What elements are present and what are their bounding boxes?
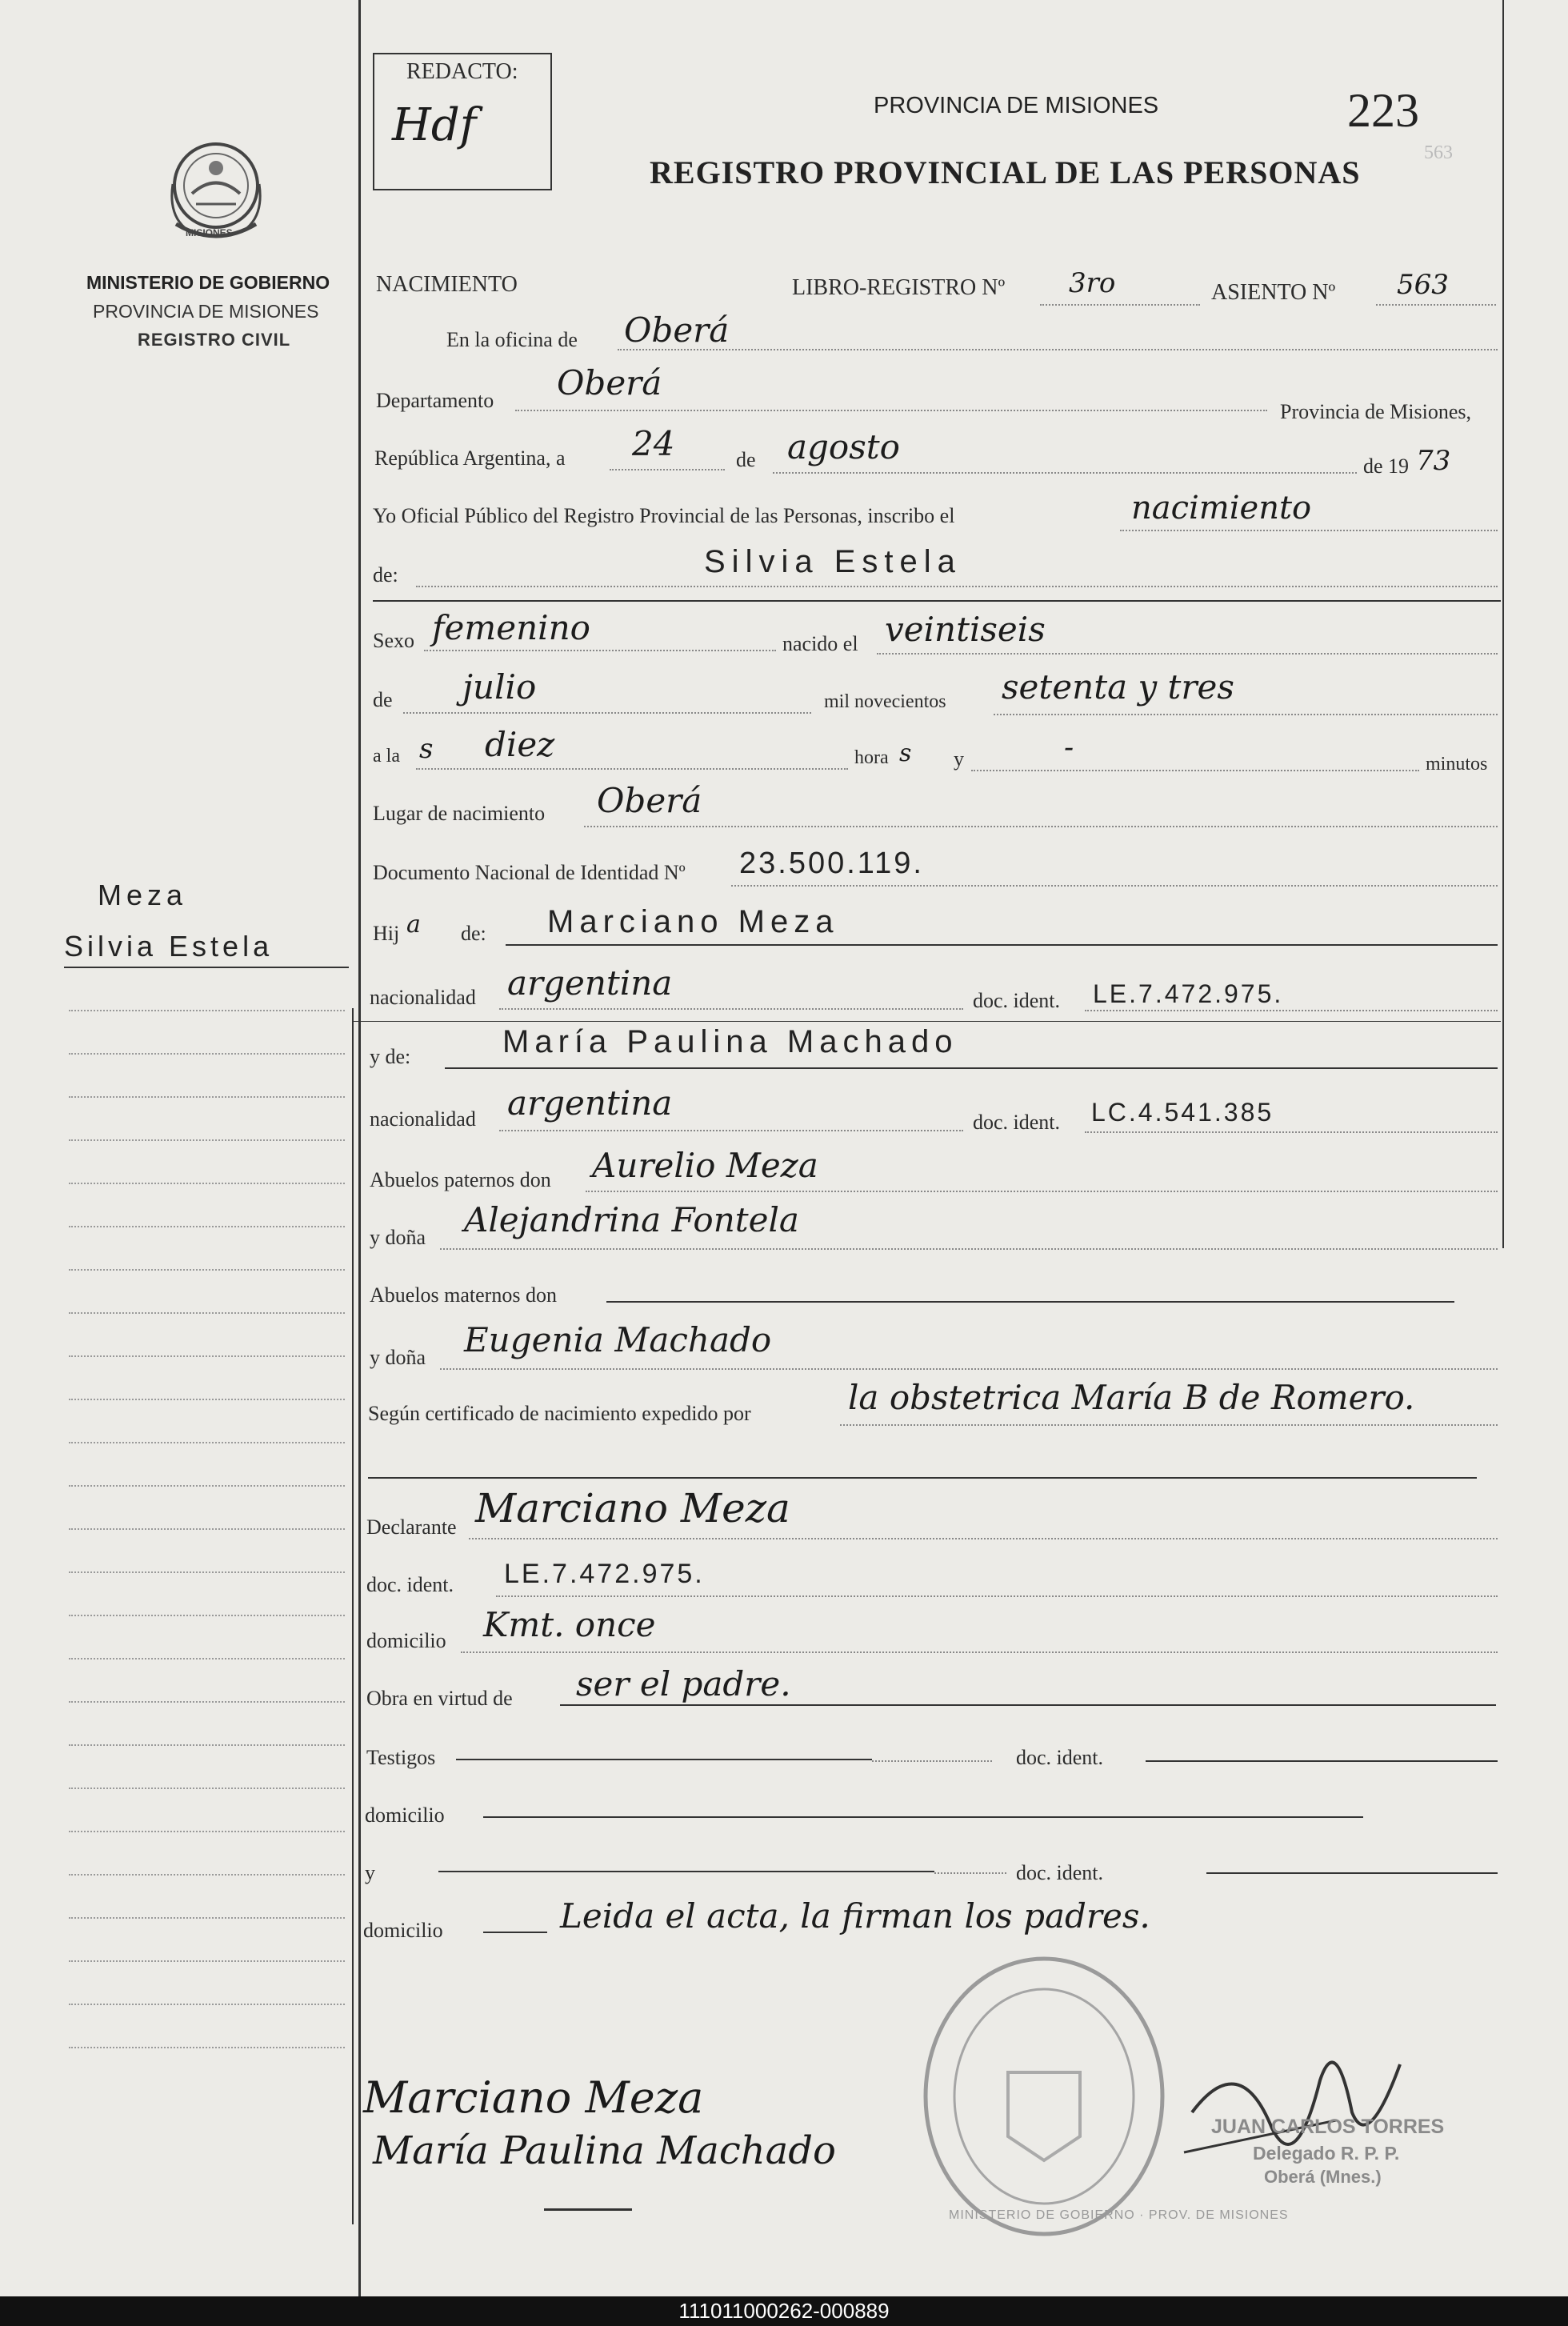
signature-mother: María Paulina Machado bbox=[373, 2128, 836, 2173]
father-nat-label: nacionalidad bbox=[370, 986, 476, 1009]
at-label: a la bbox=[373, 746, 400, 767]
born-month-de-label: de bbox=[373, 688, 393, 711]
month-value: agosto bbox=[787, 427, 900, 466]
province-suffix: Provincia de Misiones, bbox=[1280, 400, 1472, 423]
year-label: de 19 bbox=[1363, 454, 1410, 478]
born-day-value: veintiseis bbox=[885, 610, 1046, 649]
department-value: Oberá bbox=[557, 363, 662, 402]
declarant-domicile-value: Kmt. once bbox=[483, 1605, 656, 1644]
born-label: nacido el bbox=[782, 632, 858, 655]
witness1-doc-label: doc. ident. bbox=[1016, 1746, 1104, 1769]
dni-value: 23.500.119. bbox=[739, 847, 924, 880]
margin-surname: Meza bbox=[98, 879, 188, 911]
father-doc-label: doc. ident. bbox=[973, 989, 1061, 1012]
page-number-faint: 563 bbox=[1424, 142, 1453, 163]
minutes-label: minutos bbox=[1426, 754, 1488, 775]
stamp-role: Delegado R. P. P. bbox=[1253, 2143, 1400, 2164]
declarant-doc-value: LE.7.472.975. bbox=[504, 1559, 705, 1589]
mother-value: María Paulina Machado bbox=[502, 1024, 958, 1059]
redacto-box bbox=[373, 53, 552, 190]
name-de-label: de: bbox=[373, 563, 398, 587]
year-value: 73 bbox=[1416, 445, 1451, 477]
pat-grandfather-label: Abuelos paternos don bbox=[370, 1168, 551, 1191]
declarant-label: Declarante bbox=[366, 1515, 457, 1539]
sex-label: Sexo bbox=[373, 629, 414, 652]
seat-value: 563 bbox=[1397, 269, 1449, 301]
body-margin-rule bbox=[352, 1008, 354, 2224]
seal-caption: MISIONES bbox=[186, 227, 233, 238]
mat-grandmother-label: y doña bbox=[370, 1346, 426, 1369]
book-value: 3ro bbox=[1069, 267, 1116, 299]
date-de-label: de bbox=[736, 448, 756, 471]
republic-label: República Argentina, a bbox=[374, 446, 566, 470]
mother-doc-value: LC.4.541.385 bbox=[1091, 1098, 1274, 1127]
birthplace-label: Lugar de nacimiento bbox=[373, 802, 546, 825]
barcode-footer: 111011000262-000889 bbox=[0, 2296, 1568, 2326]
mat-grandmother-value: Eugenia Machado bbox=[464, 1320, 772, 1359]
left-panel-divider bbox=[358, 0, 361, 2296]
hours-label: hora bbox=[854, 747, 889, 768]
record-type-label: NACIMIENTO bbox=[376, 272, 518, 297]
stamp-place: Oberá (Mnes.) bbox=[1264, 2167, 1382, 2187]
registry-title: REGISTRO PROVINCIAL DE LAS PERSONAS bbox=[650, 154, 1361, 190]
thousand-label: mil novecientos bbox=[824, 691, 946, 712]
dni-label: Documento Nacional de Identidad Nº bbox=[373, 861, 686, 884]
and-label: y bbox=[954, 747, 964, 771]
seal-ring-text: MINISTERIO DE GOBIERNO · PROV. DE MISIONES bbox=[949, 2208, 1289, 2222]
certificate-label: Según certificado de nacimiento expedido por bbox=[368, 1402, 751, 1425]
signature-father: Marciano Meza bbox=[363, 2072, 704, 2123]
right-edge-rule bbox=[1502, 0, 1504, 1248]
declarant-domicile-label: domicilio bbox=[366, 1629, 446, 1652]
child-de-label: de: bbox=[461, 922, 486, 945]
mother-doc-label: doc. ident. bbox=[973, 1111, 1061, 1134]
mat-grandfather-label: Abuelos maternos don bbox=[370, 1283, 557, 1307]
event-value: nacimiento bbox=[1131, 490, 1312, 526]
civil-registry-label: REGISTRO CIVIL bbox=[138, 330, 291, 350]
declarant-doc-label: doc. ident. bbox=[366, 1573, 454, 1596]
pat-grandmother-label: y doña bbox=[370, 1226, 426, 1249]
day-value: 24 bbox=[632, 424, 675, 463]
capacity-value: ser el padre. bbox=[576, 1664, 791, 1703]
mother-nat-label: nacionalidad bbox=[370, 1107, 476, 1131]
witness1-domicile-label: domicilio bbox=[365, 1804, 445, 1827]
redacto-label: REDACTO: bbox=[406, 59, 518, 84]
redacto-initials: Hdf bbox=[392, 99, 477, 151]
father-value: Marciano Meza bbox=[547, 904, 839, 939]
declarant-value: Marciano Meza bbox=[475, 1485, 790, 1531]
pat-grandfather-value: Aurelio Meza bbox=[592, 1146, 818, 1185]
department-label: Departamento bbox=[376, 389, 494, 412]
witness2-domicile-label: domicilio bbox=[363, 1919, 443, 1942]
province-label-left: PROVINCIA DE MISIONES bbox=[93, 301, 319, 322]
page-number: 223 bbox=[1347, 84, 1419, 137]
child-suffix: a bbox=[406, 911, 421, 939]
witness2-label: y bbox=[365, 1861, 375, 1884]
ministry-label: MINISTERIO DE GOBIERNO bbox=[86, 272, 330, 293]
father-doc-value: LE.7.472.975. bbox=[1093, 979, 1284, 1008]
mother-nat-value: argentina bbox=[507, 1083, 673, 1123]
stamp-name: JUAN CARLOS TORRES bbox=[1211, 2116, 1445, 2138]
born-year-value: setenta y tres bbox=[1002, 667, 1234, 707]
seat-label: ASIENTO Nº bbox=[1211, 280, 1336, 305]
book-label: LIBRO-REGISTRO Nº bbox=[792, 275, 1006, 300]
margin-names: Silvia Estela bbox=[64, 930, 274, 963]
capacity-label: Obra en virtud de bbox=[366, 1687, 513, 1710]
office-label: En la oficina de bbox=[446, 328, 578, 351]
closing-note: Leida el acta, la firman los padres. bbox=[560, 1896, 1150, 1936]
office-value: Oberá bbox=[624, 310, 730, 350]
signature-flourish bbox=[544, 2208, 632, 2211]
name-value: Silvia Estela bbox=[704, 544, 962, 579]
pat-grandmother-value: Alejandrina Fontela bbox=[464, 1200, 799, 1239]
hours-suffix: s bbox=[899, 739, 912, 767]
official-seal-stamp bbox=[920, 1952, 1168, 2240]
sex-value: femenino bbox=[432, 608, 590, 647]
province-title: PROVINCIA DE MISIONES bbox=[874, 93, 1159, 118]
margin-underline bbox=[64, 967, 349, 968]
witness2-doc-label: doc. ident. bbox=[1016, 1861, 1104, 1884]
mother-label: y de: bbox=[370, 1045, 411, 1068]
child-label: Hij bbox=[373, 922, 400, 945]
birthplace-value: Oberá bbox=[597, 781, 702, 820]
hour-value: diez bbox=[485, 725, 555, 764]
father-nat-value: argentina bbox=[507, 963, 673, 1003]
certificate-value: la obstetrica María B de Romero. bbox=[848, 1378, 1415, 1417]
official-text: Yo Oficial Público del Registro Provincial de las Personas, inscribo el bbox=[373, 504, 955, 527]
born-month-value: julio bbox=[462, 667, 537, 707]
at-suffix: s bbox=[419, 733, 434, 765]
witnesses-label: Testigos bbox=[366, 1746, 436, 1769]
minutes-value: - bbox=[1064, 731, 1074, 764]
